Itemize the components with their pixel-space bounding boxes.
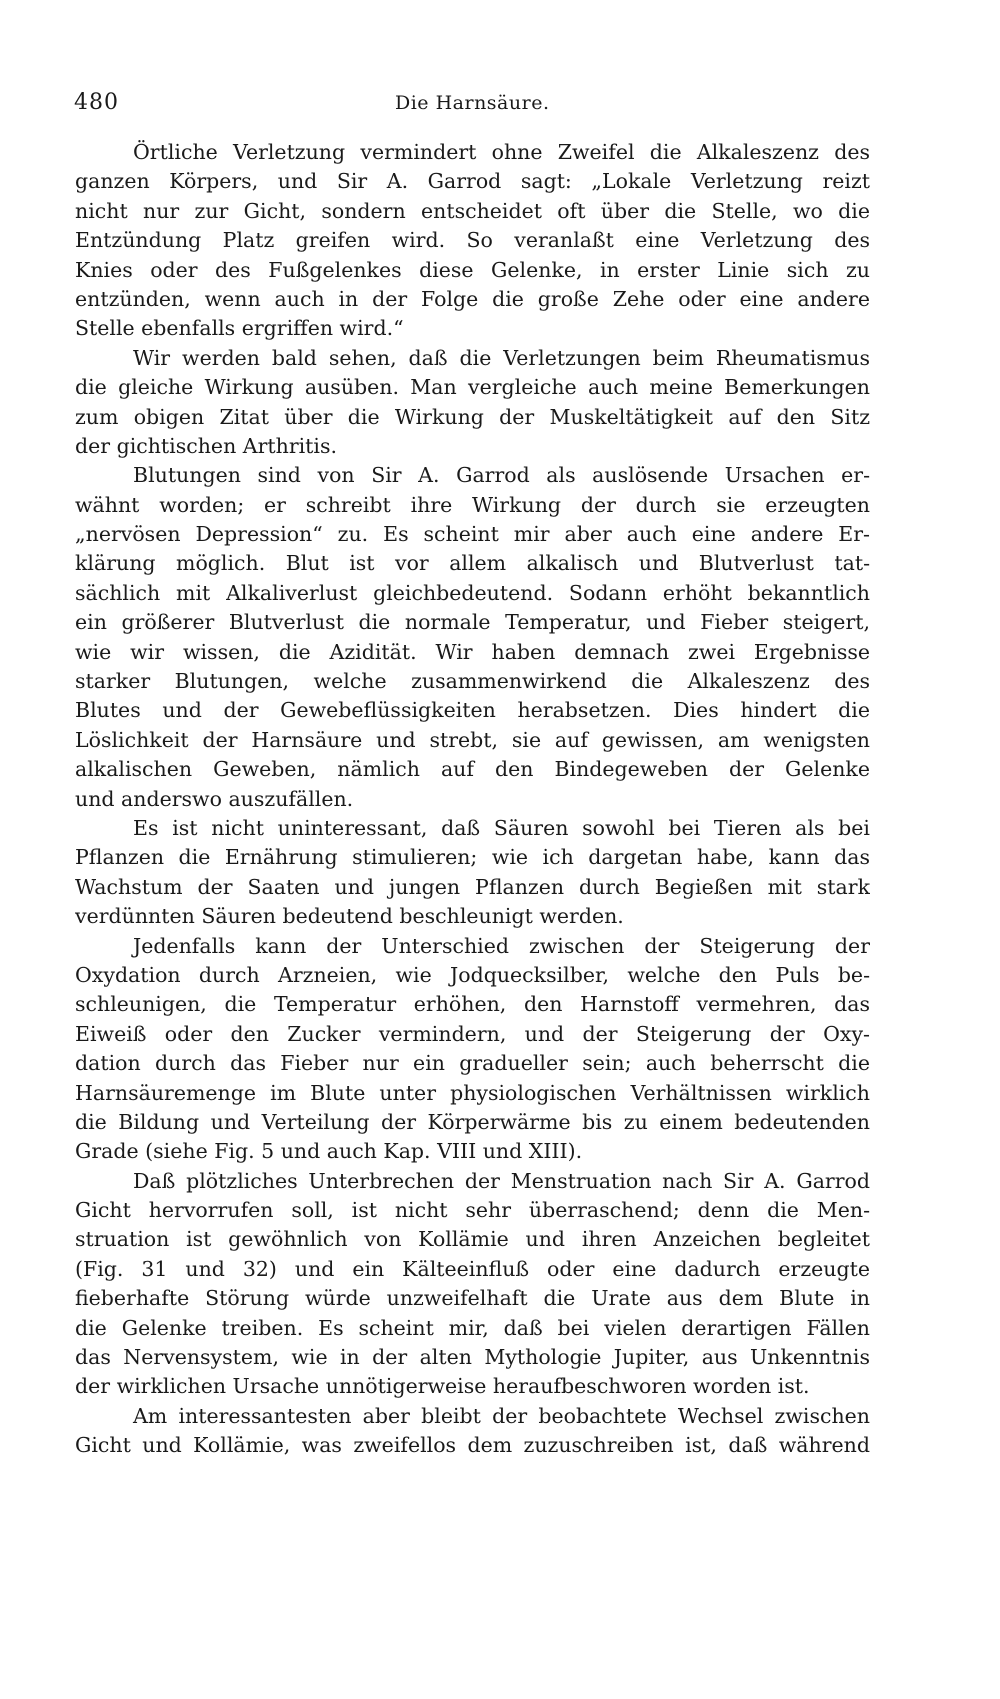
- text-line: Knies oder des Fußgelenkes diese Gelenke, in erster Linie sich zu: [75, 257, 870, 282]
- text-line: Entzündung Platz greifen wird. So veranlaßt eine Verletzung des: [75, 228, 870, 253]
- text-line: dation durch das Fieber nur ein gradueller sein; auch beherrscht die: [75, 1051, 870, 1076]
- text-line: die gleiche Wirkung ausüben. Man vergleiche auch meine Bemerkungen: [75, 375, 870, 400]
- text-line: nicht nur zur Gicht, sondern entscheidet oft über die Stelle, wo die: [75, 198, 870, 223]
- text-line: Jedenfalls kann der Unterschied zwischen der Steigerung der: [133, 933, 870, 958]
- text-line: sächlich mit Alkaliverlust gleichbedeutend. Sodann erhöht bekanntlich: [75, 580, 870, 605]
- text-line: Wachstum der Saaten und jungen Pflanzen durch Begießen mit stark: [75, 874, 870, 899]
- text-line: schleunigen, die Temperatur erhöhen, den Harnstoff vermehren, das: [75, 992, 870, 1017]
- text-line: der wirklichen Ursache unnötigerweise heraufbeschworen worden ist.: [75, 1374, 810, 1399]
- text-line: (Fig. 31 und 32) und ein Kälteeinfluß oder eine dadurch erzeugte: [75, 1256, 870, 1281]
- text-line: Wir werden bald sehen, daß die Verletzungen beim Rheumatismus: [133, 345, 870, 370]
- text-line: Gicht hervorrufen soll, ist nicht sehr überraschend; denn die Men-: [75, 1198, 870, 1223]
- body-text: [75, 138, 870, 1461]
- text-line: wie wir wissen, die Azidität. Wir haben demnach zwei Ergebnisse: [75, 639, 870, 664]
- text-line: der gichtischen Arthritis.: [75, 433, 338, 458]
- text-line: Gicht und Kollämie, was zweifellos dem zuzuschreiben ist, daß während: [75, 1433, 870, 1458]
- text-line: struation ist gewöhnlich von Kollämie und ihren Anzeichen begleitet: [75, 1227, 870, 1252]
- text-line: fieberhafte Störung würde unzweifelhaft die Urate aus dem Blute in: [75, 1286, 870, 1311]
- text-line: Am interessantesten aber bleibt der beobachtete Wechsel zwischen: [133, 1403, 870, 1428]
- text-line: Harnsäuremenge im Blute unter physiologischen Verhältnissen wirklich: [75, 1080, 870, 1105]
- text-line: starker Blutungen, welche zusammenwirkend die Alkaleszenz des: [75, 669, 870, 694]
- text-line: ganzen Körpers, und Sir A. Garrod sagt: „Lokale Verletzung reizt: [75, 169, 870, 194]
- text-line: alkalischen Geweben, nämlich auf den Bindegeweben der Gelenke: [75, 757, 870, 782]
- text-line: „nervösen Depression“ zu. Es scheint mir aber auch eine andere Er-: [75, 522, 870, 547]
- text-line: wähnt worden; er schreibt ihre Wirkung der durch sie erzeugten: [75, 492, 870, 517]
- text-line: Eiweiß oder den Zucker vermindern, und der Steigerung der Oxy-: [75, 1021, 870, 1046]
- page-number: 480: [74, 90, 119, 115]
- text-line: Stelle ebenfalls ergriffen wird.“: [75, 316, 404, 341]
- text-line: Es ist nicht uninteressant, daß Säuren sowohl bei Tieren als bei: [133, 815, 870, 840]
- text-line: die Bildung und Verteilung der Körperwärme bis zu einem bedeutenden: [75, 1109, 870, 1134]
- text-line: die Gelenke treiben. Es scheint mir, daß bei vielen derartigen Fällen: [75, 1315, 870, 1340]
- text-line: Grade (siehe Fig. 5 und auch Kap. VIII und XIII).: [75, 1139, 583, 1164]
- text-line: Oxydation durch Arzneien, wie Jodquecksilber, welche den Puls be-: [75, 962, 870, 987]
- text-line: Daß plötzliches Unterbrechen der Menstruation nach Sir A. Garrod: [133, 1168, 870, 1193]
- text-line: Löslichkeit der Harnsäure und strebt, sie auf gewissen, am wenigsten: [75, 727, 870, 752]
- text-line: und anderswo auszufällen.: [75, 786, 354, 811]
- text-line: Blutungen sind von Sir A. Garrod als auslösende Ursachen er-: [133, 463, 870, 488]
- text-line: Blutes und der Gewebeflüssigkeiten herabsetzen. Dies hindert die: [75, 698, 870, 723]
- text-line: zum obigen Zitat über die Wirkung der Muskeltätigkeit auf den Sitz: [75, 404, 870, 429]
- text-line: ein größerer Blutverlust die normale Temperatur, und Fieber steigert,: [75, 610, 870, 635]
- text-line: Pflanzen die Ernährung stimulieren; wie ich dargetan habe, kann das: [75, 845, 870, 870]
- text-line: klärung möglich. Blut ist vor allem alkalisch und Blutverlust tat-: [75, 551, 870, 576]
- text-line: das Nervensystem, wie in der alten Mythologie Jupiter, aus Unkenntnis: [75, 1345, 870, 1370]
- text-line: entzünden, wenn auch in der Folge die große Zehe oder eine andere: [75, 286, 870, 311]
- text-line: verdünnten Säuren bedeutend beschleunigt werden.: [75, 904, 624, 929]
- text-line: Örtliche Verletzung vermindert ohne Zweifel die Alkaleszenz des: [133, 140, 870, 164]
- running-title: Die Harnsäure.: [395, 92, 550, 114]
